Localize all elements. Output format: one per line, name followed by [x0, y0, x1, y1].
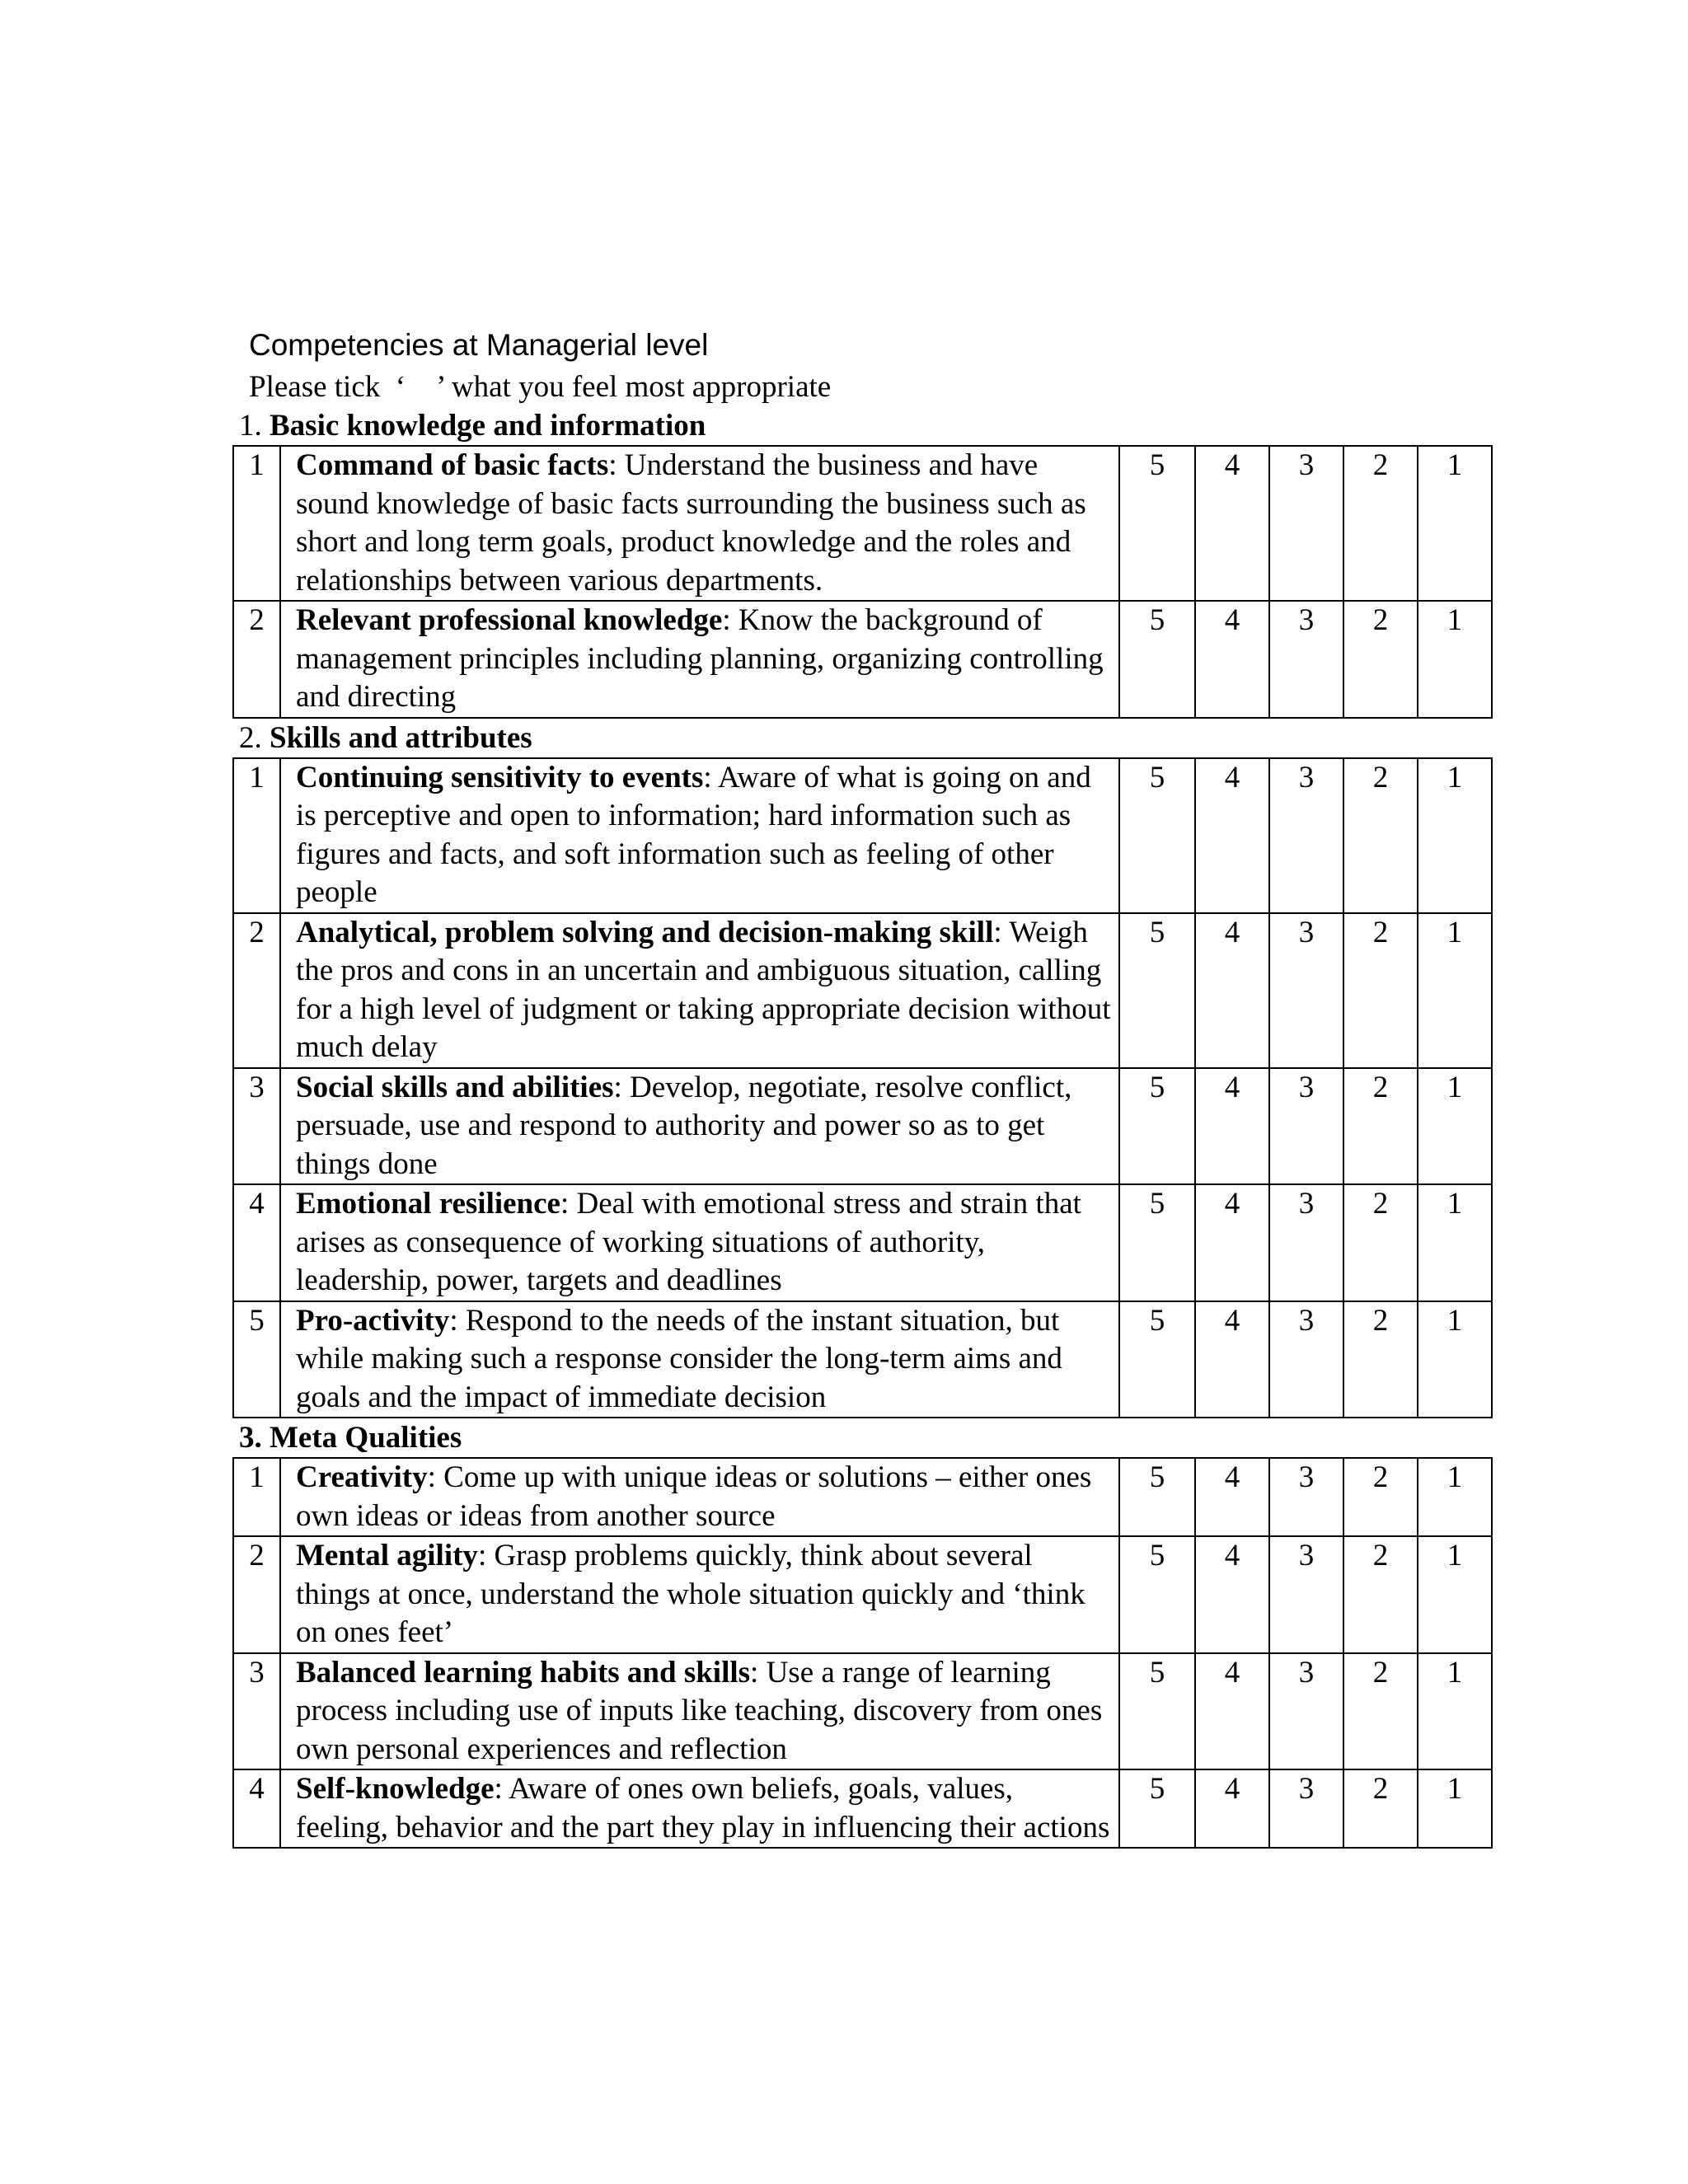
rating-option-4[interactable]: 4: [1195, 1301, 1269, 1418]
rating-option-3[interactable]: 3: [1269, 758, 1343, 913]
competency-text: : Use a range of learning process including use of inputs like teaching, discovery from ones own personal experiences and reflection: [296, 1655, 1103, 1766]
item-description: [280, 446, 1119, 601]
rating-option-5[interactable]: 5: [1119, 1769, 1195, 1848]
item-description: [280, 913, 1119, 1068]
rating-option-5[interactable]: 5: [1119, 446, 1195, 601]
item-description: [280, 601, 1119, 718]
section-title: Basic knowledge and information: [270, 409, 706, 443]
rating-option-4[interactable]: 4: [1195, 1769, 1269, 1848]
competency-name: Command of basic facts: [296, 448, 609, 482]
rating-option-3[interactable]: 3: [1269, 1301, 1343, 1418]
rating-option-1[interactable]: 1: [1418, 758, 1492, 913]
item-description: [280, 1536, 1119, 1653]
rating-option-3[interactable]: 3: [1269, 1536, 1343, 1653]
rating-option-1[interactable]: 1: [1418, 446, 1492, 601]
item-number: 2: [233, 601, 280, 718]
table-row: [233, 1301, 1492, 1418]
item-number: 2: [233, 1536, 280, 1653]
competency-name: Creativity: [296, 1460, 428, 1494]
sections-container: [232, 406, 1461, 1849]
rating-option-5[interactable]: 5: [1119, 758, 1195, 913]
rating-option-4[interactable]: 4: [1195, 446, 1269, 601]
rating-option-4[interactable]: 4: [1195, 1068, 1269, 1185]
rating-option-2[interactable]: 2: [1343, 913, 1418, 1068]
table-row: [233, 913, 1492, 1068]
competency-text: : Know the background of management principles including planning, organizing controlling and directing: [296, 603, 1104, 714]
section-title: Meta Qualities: [270, 1421, 462, 1455]
rating-option-2[interactable]: 2: [1343, 1068, 1418, 1185]
competency-name: Self-knowledge: [296, 1772, 495, 1806]
item-description: [280, 758, 1119, 913]
item-description: [280, 1458, 1119, 1536]
rating-option-4[interactable]: 4: [1195, 601, 1269, 718]
rating-option-1[interactable]: 1: [1418, 1458, 1492, 1536]
competency-text: : Weigh the pros and cons in an uncertain and ambiguous situation, calling for a high level of judgment or taking appropriate decision without much delay: [296, 915, 1111, 1064]
item-description: [280, 1653, 1119, 1770]
section-number: 3.: [239, 1421, 262, 1455]
rating-option-2[interactable]: 2: [1343, 1458, 1418, 1536]
section-number-title: [239, 1421, 462, 1455]
section-heading: [239, 1418, 1461, 1457]
rating-option-1[interactable]: 1: [1418, 913, 1492, 1068]
rating-option-4[interactable]: 4: [1195, 758, 1269, 913]
rating-option-2[interactable]: 2: [1343, 758, 1418, 913]
competency-name: Continuing sensitivity to events: [296, 760, 704, 794]
rating-option-2[interactable]: 2: [1343, 1536, 1418, 1653]
section-title: Skills and attributes: [270, 720, 532, 755]
item-number: 2: [233, 913, 280, 1068]
item-description: [280, 1068, 1119, 1185]
item-description: [280, 1184, 1119, 1301]
rating-option-1[interactable]: 1: [1418, 1184, 1492, 1301]
table-row: [233, 1769, 1492, 1848]
table-row: [233, 601, 1492, 718]
competency-name: Pro-activity: [296, 1303, 450, 1338]
competency-table: [232, 445, 1493, 719]
rating-option-2[interactable]: 2: [1343, 1769, 1418, 1848]
section-number: 1.: [239, 409, 262, 443]
rating-option-4[interactable]: 4: [1195, 913, 1269, 1068]
table-row: [233, 1458, 1492, 1536]
rating-option-1[interactable]: 1: [1418, 1301, 1492, 1418]
item-number: 1: [233, 1458, 280, 1536]
document-page: [232, 326, 1461, 1849]
item-number: 1: [233, 446, 280, 601]
rating-option-2[interactable]: 2: [1343, 1184, 1418, 1301]
rating-option-3[interactable]: 3: [1269, 1769, 1343, 1848]
rating-option-5[interactable]: 5: [1119, 1301, 1195, 1418]
rating-option-4[interactable]: 4: [1195, 1536, 1269, 1653]
competency-table: [232, 757, 1493, 1419]
rating-option-5[interactable]: 5: [1119, 1458, 1195, 1536]
competency-table: [232, 1457, 1493, 1849]
item-number: 3: [233, 1068, 280, 1185]
page-title: Competencies at Managerial level: [249, 328, 709, 362]
item-number: 4: [233, 1184, 280, 1301]
competency-name: Balanced learning habits and skills: [296, 1655, 751, 1690]
item-description: [280, 1769, 1119, 1848]
competency-name: Mental agility: [296, 1539, 478, 1572]
rating-option-1[interactable]: 1: [1418, 1536, 1492, 1653]
rating-option-5[interactable]: 5: [1119, 1068, 1195, 1185]
competency-text: : Aware of what is going on and is perceptive and open to information; hard information such as figures and facts, and soft information such as feeling of other people: [296, 760, 1091, 909]
item-number: 4: [233, 1769, 280, 1848]
item-number: 5: [233, 1301, 280, 1418]
rating-option-3[interactable]: 3: [1269, 601, 1343, 718]
competency-text: : Deal with emotional stress and strain that arises as consequence of working situations of authority, leadership, power, targets and deadlines: [296, 1187, 1081, 1297]
table-row: [233, 1653, 1492, 1770]
competency-name: Relevant professional knowledge: [296, 603, 723, 637]
table-row: [233, 1536, 1492, 1653]
competency-text: : Understand the business and have sound knowledge of basic facts surrounding the business such as short and long term goals, product knowledge and the roles and relationships between various departments.: [296, 448, 1086, 598]
competency-text: : Develop, negotiate, resolve conflict, persuade, use and respond to authority and power so as to get things done: [296, 1070, 1072, 1181]
table-row: [233, 758, 1492, 913]
item-description: [280, 1301, 1119, 1418]
rating-option-4[interactable]: 4: [1195, 1458, 1269, 1536]
rating-option-5[interactable]: 5: [1119, 1184, 1195, 1301]
rating-option-2[interactable]: 2: [1343, 1653, 1418, 1770]
rating-option-5[interactable]: 5: [1119, 913, 1195, 1068]
rating-option-3[interactable]: 3: [1269, 1068, 1343, 1185]
rating-option-3[interactable]: 3: [1269, 1184, 1343, 1301]
section-number: 2.: [239, 720, 262, 755]
rating-option-1[interactable]: 1: [1418, 1769, 1492, 1848]
rating-option-4[interactable]: 4: [1195, 1184, 1269, 1301]
competency-name: Emotional resilience: [296, 1187, 560, 1221]
table-row: [233, 446, 1492, 601]
table-row: [233, 1184, 1492, 1301]
competency-text: : Aware of ones own beliefs, goals, values, feeling, behavior and the part they play in influencing their actions: [296, 1772, 1110, 1844]
competency-name: Social skills and abilities: [296, 1070, 614, 1104]
rating-option-3[interactable]: 3: [1269, 913, 1343, 1068]
competency-text: : Grasp problems quickly, think about several things at once, understand the whole situation quickly and ‘think on ones feet’: [296, 1539, 1085, 1649]
rating-option-5[interactable]: 5: [1119, 601, 1195, 718]
rating-option-1[interactable]: 1: [1418, 601, 1492, 718]
competency-text: : Respond to the needs of the instant situation, but while making such a response consider the long-term aims and goals and the impact of immediate decision: [296, 1303, 1062, 1414]
rating-option-3[interactable]: 3: [1269, 1653, 1343, 1770]
rating-option-5[interactable]: 5: [1119, 1653, 1195, 1770]
rating-option-4[interactable]: 4: [1195, 1653, 1269, 1770]
section-heading: [239, 719, 1461, 757]
section-heading: [239, 406, 1461, 445]
rating-option-2[interactable]: 2: [1343, 1301, 1418, 1418]
rating-option-5[interactable]: 5: [1119, 1536, 1195, 1653]
rating-option-2[interactable]: 2: [1343, 446, 1418, 601]
rating-option-3[interactable]: 3: [1269, 446, 1343, 601]
table-row: [233, 1068, 1492, 1185]
rating-option-2[interactable]: 2: [1343, 601, 1418, 718]
competency-text: : Come up with unique ideas or solutions – either ones own ideas or ideas from another source: [296, 1460, 1092, 1533]
item-number: 1: [233, 758, 280, 913]
rating-option-3[interactable]: 3: [1269, 1458, 1343, 1536]
competency-name: Analytical, problem solving and decision-making skill: [296, 915, 994, 949]
item-number: 3: [233, 1653, 280, 1770]
rating-option-1[interactable]: 1: [1418, 1653, 1492, 1770]
rating-option-1[interactable]: 1: [1418, 1068, 1492, 1185]
instruction-text: Please tick ‘ ’ what you feel most appropriate: [249, 370, 832, 404]
